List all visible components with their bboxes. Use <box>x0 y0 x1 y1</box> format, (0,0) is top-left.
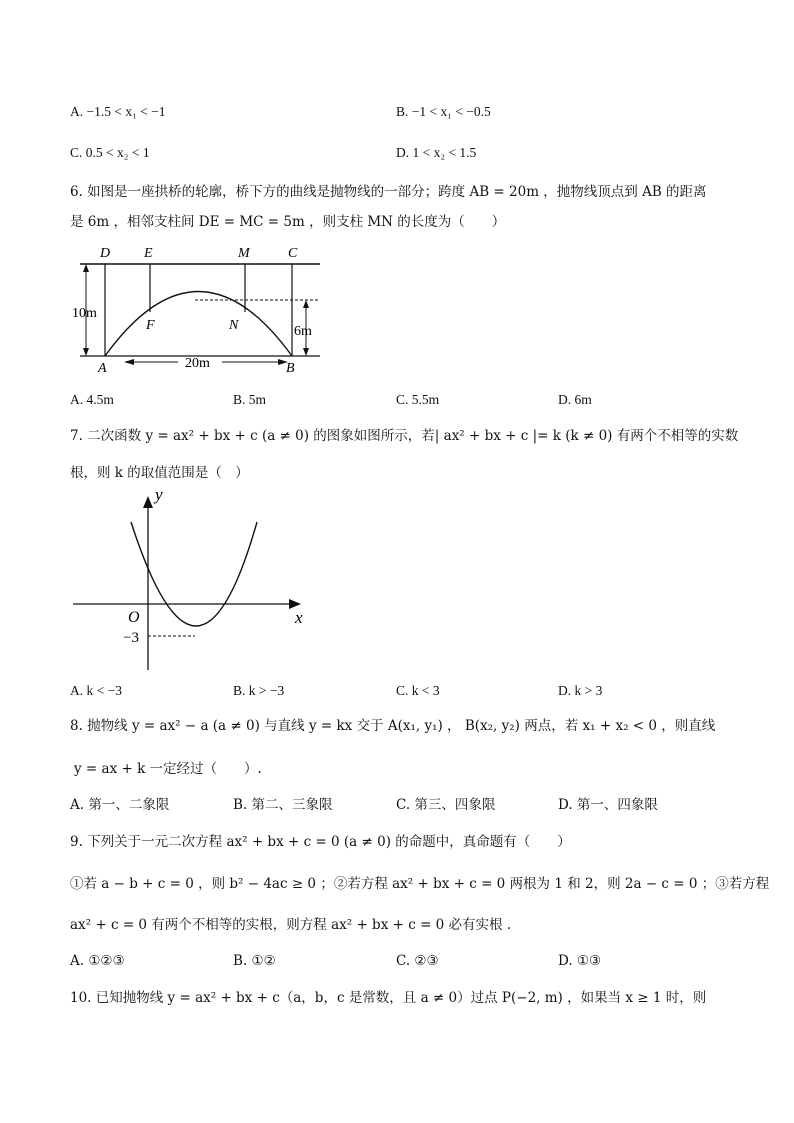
q9-stem-line2: ①若 a − b + c = 0 ，则 b² − 4ac ≥ 0 ；②若方程 ax² + bx + c = 0 两根为 1 和 2，则 2a − c = 0 ；③若方程 <box>70 876 770 892</box>
y-axis-label: y <box>155 485 163 504</box>
q8-option-d: D. 第一、四象限 <box>558 797 658 813</box>
q7-stem-line2: 根，则 k 的取值范围是（ ） <box>70 465 249 481</box>
q6-stem-line1: 6. 如图是一座拱桥的轮廓，桥下方的曲线是抛物线的一部分；跨度 AB = 20m ，抛物线顶点到 AB 的距离 <box>70 184 707 200</box>
q7-option-c: C. k < 3 <box>396 683 440 698</box>
q9-option-c: C. ②③ <box>396 953 439 969</box>
q8-option-b: B. 第二、三象限 <box>233 797 333 813</box>
q6-option-d: D. 6m <box>558 392 592 407</box>
origin-label: O <box>128 609 140 626</box>
label-c: C <box>288 246 298 261</box>
q7-stem-line1: 7. 二次函数 y = ax² + bx + c (a ≠ 0) 的图象如图所示，若| ax² + bx + c |= k (k ≠ 0) 有两个不相等的实数 <box>70 428 739 444</box>
label-m: M <box>238 246 250 261</box>
q8-option-c: C. 第三、四象限 <box>396 797 496 813</box>
x-axis-label: x <box>295 608 303 627</box>
q6-option-a: A. 4.5m <box>70 392 114 407</box>
q7-option-a: A. k < −3 <box>70 683 122 698</box>
q7-option-d: D. k > 3 <box>558 683 603 698</box>
label-f: F <box>146 318 155 333</box>
q5-option-a: A. −1.5 < x₁ < −1 <box>70 104 166 119</box>
q5-option-d: D. 1 < x₂ < 1.5 <box>396 145 477 160</box>
label-10m: 10m <box>72 306 97 321</box>
label-e: E <box>144 246 153 261</box>
q9-option-b: B. ①② <box>233 953 276 969</box>
q6-option-b: B. 5m <box>233 392 267 407</box>
parabola-arch <box>105 292 292 357</box>
label-d: D <box>100 246 111 261</box>
q6-bridge-figure <box>60 240 360 380</box>
q8-option-a: A. 第一、二象限 <box>70 797 170 813</box>
q7-option-b: B. k > −3 <box>233 683 285 698</box>
q9-stem-line1: 9. 下列关于一元二次方程 ax² + bx + c = 0 (a ≠ 0) 的命题中，真命题有（ ） <box>70 834 571 850</box>
q6-stem-line2: 是 6m ，相邻支柱间 DE = MC = 5m ，则支柱 MN 的长度为（ ） <box>70 214 506 230</box>
q5-option-b: B. −1 < x₁ < −0.5 <box>396 104 491 119</box>
minimum-value-label: −3 <box>123 630 139 646</box>
q6-option-c: C. 5.5m <box>396 392 440 407</box>
q8-stem-line2: y = ax + k 一定经过（ ）. <box>74 761 262 777</box>
q9-option-a: A. ①②③ <box>70 953 125 969</box>
label-20m: 20m <box>185 356 210 371</box>
label-a: A <box>98 361 107 376</box>
q10-stem-line1: 10. 已知抛物线 y = ax² + bx + c（a，b，c 是常数，且 a ≠ 0）过点 P(−2, m) ，如果当 x ≥ 1 时，则 <box>70 990 707 1006</box>
label-6m: 6m <box>294 324 312 339</box>
label-b: B <box>286 361 295 376</box>
parabola-curve <box>131 522 257 626</box>
q5-option-c: C. 0.5 < x₂ < 1 <box>70 145 150 160</box>
q8-stem-line1: 8. 抛物线 y = ax² − a (a ≠ 0) 与直线 y = kx 交于 A(x₁, y₁) ， B(x₂, y₂) 两点，若 x₁ + x₂ < 0 ，则直线 <box>70 718 716 734</box>
q7-parabola-graph <box>65 484 315 674</box>
q9-stem-line3: ax² + c = 0 有两个不相等的实根，则方程 ax² + bx + c = 0 必有实根 . <box>70 917 512 933</box>
label-n: N <box>229 318 239 333</box>
q9-option-d: D. ①③ <box>558 953 602 969</box>
